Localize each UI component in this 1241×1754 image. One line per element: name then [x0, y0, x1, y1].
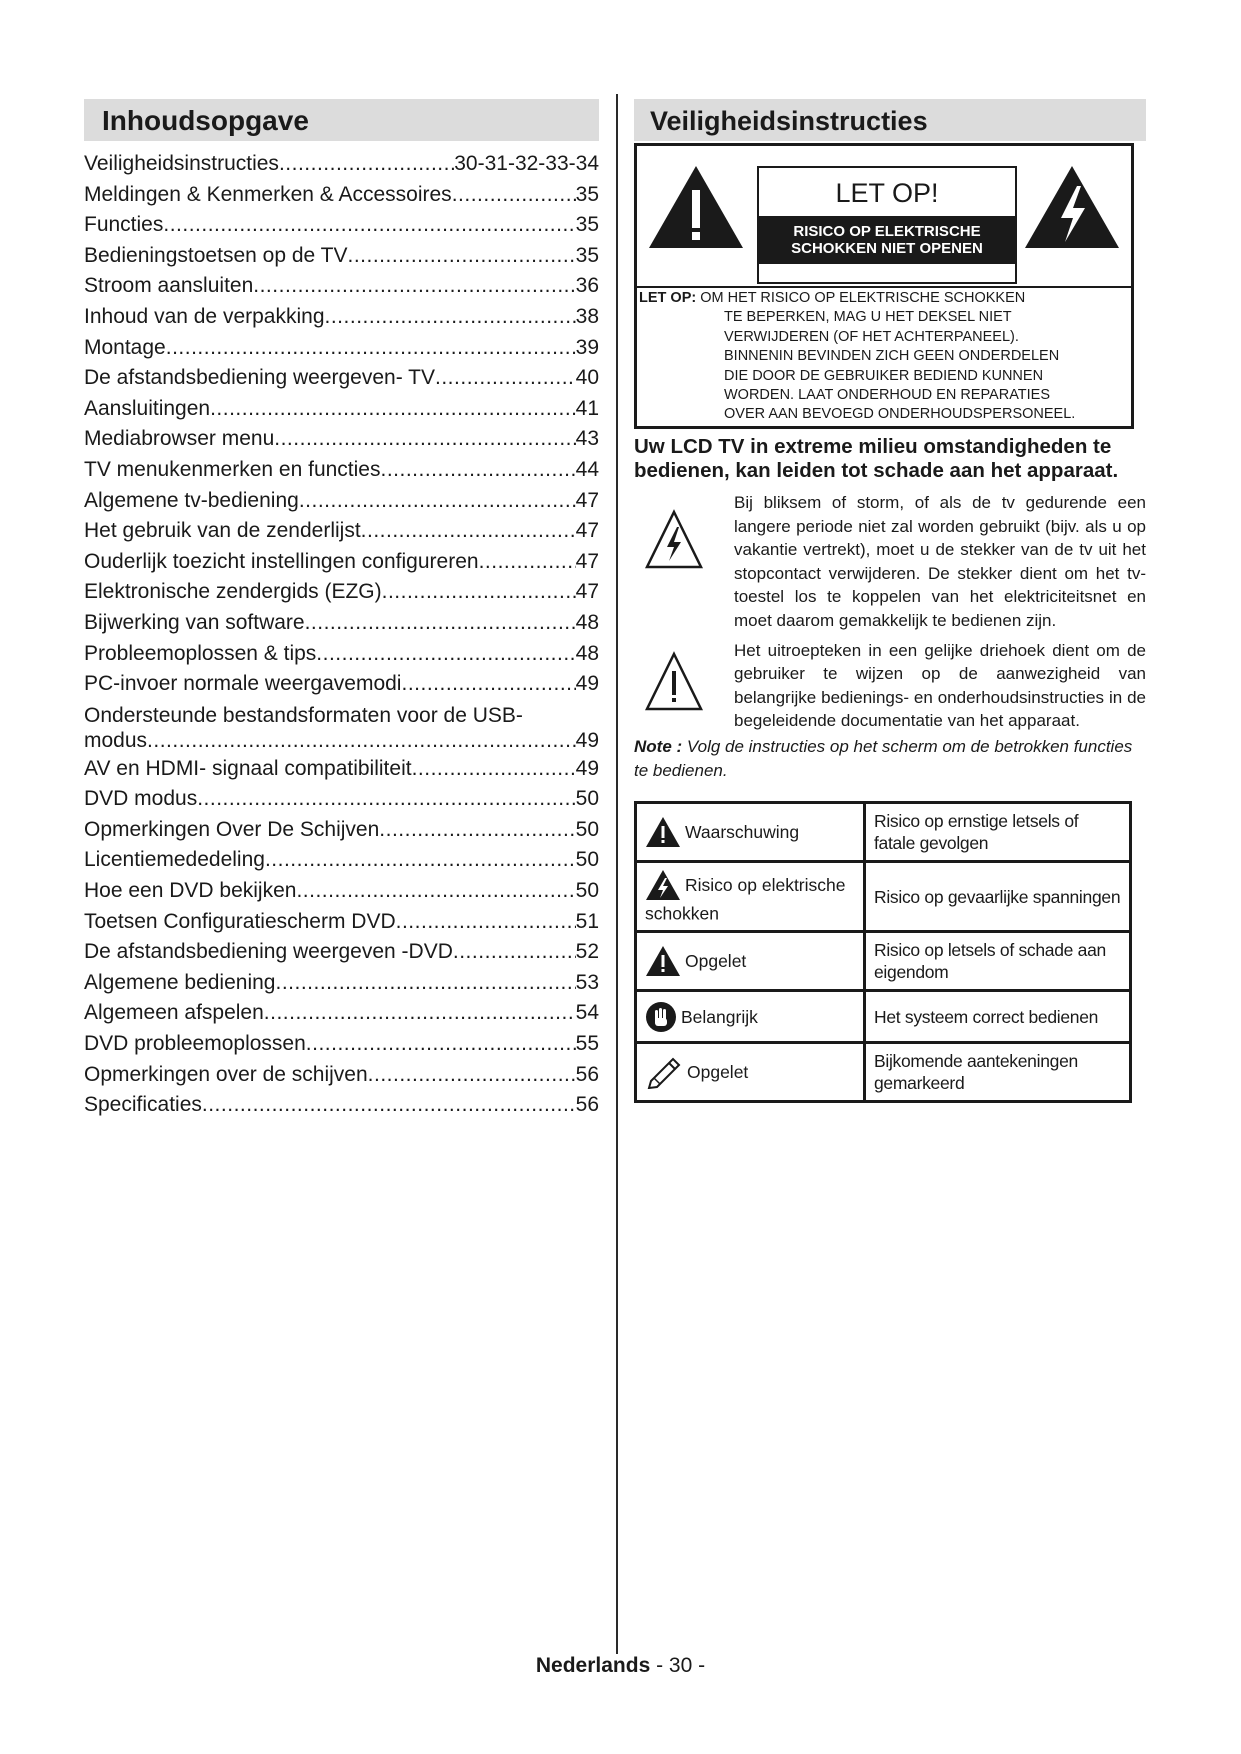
toc-entry-title: Opmerkingen Over De Schijven	[84, 817, 380, 841]
toc-entry-page: 53	[575, 970, 599, 994]
exclamation-paragraph	[634, 639, 1146, 733]
toc-entry-page: 48	[575, 610, 599, 634]
toc-entry-title: Specificaties	[84, 1093, 202, 1117]
toc-leader-dots	[210, 394, 576, 425]
legend-label: Opgelet	[685, 951, 747, 972]
toc-entry-title: Mediabrowser menu	[84, 427, 275, 451]
toc-entry	[84, 394, 599, 425]
toc-entry-title: De afstandsbediening weergeven- TV	[84, 366, 436, 390]
toc-entry-page: 52	[575, 940, 599, 964]
warning-line: TE BEPERKEN, MAG U HET DEKSEL NIET	[724, 309, 1012, 326]
toc-entry-title: Stroom aansluiten	[84, 274, 254, 298]
electric-shock-icon	[645, 869, 681, 901]
caution-band	[759, 216, 1015, 264]
toc-entry-title: Licentiemededeling	[84, 848, 265, 872]
toc-entry	[84, 907, 599, 938]
toc-title: Inhoudsopgave	[84, 99, 599, 141]
toc-entry-title: Aansluitingen	[84, 396, 211, 420]
toc-entry	[84, 1090, 599, 1121]
caution-label	[757, 166, 1017, 284]
toc-leader-dots	[166, 333, 576, 364]
exclamation-text: Het uitroepteken in een gelijke driehoek dient om de gebruiker te wijzen op de aanwezigheid van belangrijke bedienings- en onderhoudsinstructies in de begeleidende documentatie van het apparaat.	[734, 640, 1146, 731]
toc-leader-dots	[368, 1060, 576, 1091]
toc-leader-dots	[380, 455, 575, 486]
warning-line: VERWIJDEREN (OF HET ACHTERPANEEL).	[724, 328, 1019, 345]
toc-list	[84, 149, 599, 1121]
caution-label-top	[637, 146, 1131, 288]
toc-entry-page: 35	[575, 243, 599, 267]
lightning-paragraph	[634, 491, 1146, 633]
toc-entry	[84, 363, 599, 394]
toc-entry-page: 50	[575, 848, 599, 872]
toc-entry-page: 51	[575, 909, 599, 933]
toc-leader-dots	[306, 1029, 576, 1060]
lightning-text: Bij bliksem of storm, of als de tv gedurende een langere periode niet zal worden gebruikt (bijv. als u op vakantie vertrekt), moet u de stekker van de tv uit het stopcontact verwijderen. De stekker dient om het tv-toestel los te koppelen van het elektriciteitsnet en moet daarom gemakkelijk te bedienen zijn.	[734, 493, 1146, 630]
toc-entry-page: 43	[575, 427, 599, 451]
legend-label: Waarschuwing	[685, 821, 800, 842]
legend-meaning: Risico op gevaarlijke spanningen	[865, 861, 1131, 931]
toc-entry-page: 47	[575, 580, 599, 604]
warning-line: BINNENIN BEVINDEN ZICH GEEN ONDERDELEN	[724, 348, 1060, 365]
toc-leader-dots	[279, 149, 454, 180]
toc-entry-title: Algemene bediening	[84, 970, 276, 994]
toc-entry	[84, 455, 599, 486]
toc-leader-dots	[452, 180, 576, 211]
safety-title: Veiligheidsinstructies	[634, 99, 1146, 141]
toc-entry-title: Toetsen Configuratiescherm DVD	[84, 909, 396, 933]
caution-triangle-icon	[645, 945, 681, 977]
legend-meaning: Het systeem correct bedienen	[865, 991, 1131, 1043]
toc-entry-title: Algemeen afspelen	[84, 1001, 264, 1025]
note	[634, 735, 1146, 783]
toc-entry-title: DVD probleemoplossen	[84, 1032, 306, 1056]
toc-leader-dots	[296, 876, 575, 907]
toc-entry	[84, 241, 599, 272]
toc-entry-page: 50	[575, 879, 599, 903]
toc-leader-dots	[253, 271, 575, 302]
safety-section	[634, 99, 1146, 1103]
toc-entry-title: Ouderlijk toezicht instellingen configureren	[84, 549, 479, 573]
symbol-legend-table	[634, 801, 1132, 1103]
legend-row	[636, 861, 1131, 931]
toc-entry-title: DVD modus	[84, 787, 198, 811]
toc-leader-dots	[265, 845, 576, 876]
warning-line: OVER AAN BEVOEGD ONDERHOUDSPERSONEEL.	[724, 406, 1076, 423]
toc-leader-dots	[396, 907, 576, 938]
toc-entry	[84, 180, 599, 211]
toc-leader-dots	[147, 728, 576, 754]
toc-entry	[84, 754, 599, 785]
toc-entry-page: 55	[575, 1032, 599, 1056]
legend-meaning: Bijkomende aantekeningen gemarkeerd	[865, 1043, 1131, 1102]
caution-warning-text	[639, 289, 1129, 425]
legend-row	[636, 1043, 1131, 1102]
toc-entry-page: 35	[575, 213, 599, 237]
toc-leader-dots	[163, 210, 575, 241]
toc-leader-dots	[401, 669, 575, 700]
toc-entry	[84, 271, 599, 302]
toc-entry-page: 40	[575, 366, 599, 390]
legend-label: Risico op elektrische schokken	[645, 874, 846, 924]
warning-line: DIE DOOR DE GEBRUIKER BEDIEND KUNNEN	[724, 367, 1044, 384]
toc-leader-dots	[382, 577, 576, 608]
toc-entry-title: PC-invoer normale weergavemodi	[84, 672, 402, 696]
caution-band-line: SCHOKKEN NIET OPENEN	[791, 240, 983, 257]
toc-entry-page: 44	[575, 457, 599, 481]
legend-row	[636, 802, 1131, 861]
toc-entry	[84, 815, 599, 846]
toc-entry-title: Ondersteunde bestandsformaten voor de USB-	[84, 703, 523, 727]
toc-entry-title: modus	[84, 728, 148, 752]
toc-entry-page: 49	[575, 756, 599, 780]
footer-language: Nederlands	[535, 1654, 651, 1677]
page-footer	[0, 1654, 1241, 1678]
toc-entry	[84, 210, 599, 241]
toc-entry-page: 49	[575, 728, 599, 752]
legend-label: Belangrijk	[681, 1006, 758, 1027]
toc-entry	[84, 149, 599, 180]
toc-entry-title: Bedieningstoetsen op de TV	[84, 243, 348, 267]
toc-leader-dots	[197, 784, 575, 815]
toc-entry	[84, 784, 599, 815]
toc-entry-title: Bijwerking van software	[84, 610, 305, 634]
pencil-note-icon	[645, 1055, 683, 1089]
toc-entry-title: Veiligheidsinstructies	[84, 152, 279, 175]
legend-label: Opgelet	[687, 1062, 749, 1083]
toc-entry	[84, 968, 599, 999]
warning-line: OM HET RISICO OP ELEKTRISCHE SCHOKKEN	[700, 290, 1026, 306]
toc-entry-title: Montage	[84, 335, 166, 359]
toc-entry	[84, 876, 599, 907]
exclamation-triangle-icon	[647, 164, 745, 250]
toc-leader-dots	[347, 241, 575, 272]
toc-entry	[84, 1060, 599, 1091]
warning-lead: LET OP:	[639, 290, 697, 306]
toc-leader-dots	[299, 486, 576, 517]
toc-entry	[84, 845, 599, 876]
toc-entry-title: De afstandsbediening weergeven -DVD	[84, 940, 453, 964]
toc-leader-dots	[305, 608, 576, 639]
toc-entry-title: AV en HDMI- signaal compatibiliteit	[84, 756, 412, 780]
toc-leader-dots	[379, 815, 575, 846]
toc-entry-page: 56	[575, 1093, 599, 1117]
lightning-outline-icon	[644, 509, 704, 571]
legend-row	[636, 991, 1131, 1043]
toc-entry-page: 41	[575, 396, 599, 420]
legend-meaning: Risico op ernstige letsels of fatale gevolgen	[865, 802, 1131, 861]
table-of-contents	[84, 99, 599, 1121]
toc-entry-page: 48	[575, 641, 599, 665]
toc-entry	[84, 1029, 599, 1060]
toc-entry-page: 30-31-32-33-34	[454, 152, 599, 175]
toc-entry-page: 35	[575, 182, 599, 206]
toc-entry-title: Functies	[84, 213, 164, 237]
footer-page-number: - 30 -	[656, 1654, 706, 1677]
toc-entry-page: 50	[575, 787, 599, 811]
toc-entry-title: Hoe een DVD bekijken	[84, 879, 297, 903]
toc-entry-title: TV menukenmerken en functies	[84, 457, 381, 481]
lightning-triangle-icon	[1023, 164, 1121, 250]
toc-entry-title: Probleemoplossen & tips	[84, 641, 317, 665]
toc-entry-page: 56	[575, 1062, 599, 1086]
caution-band-line: RISICO OP ELEKTRISCHE	[793, 223, 981, 240]
legend-row	[636, 932, 1131, 991]
toc-leader-dots	[316, 639, 575, 670]
column-divider	[616, 94, 618, 1654]
warning-line: WORDEN. LAAT ONDERHOUD EN REPARATIES	[724, 387, 1051, 404]
toc-entry	[84, 424, 599, 455]
toc-entry	[84, 998, 599, 1029]
toc-entry-title: Elektronische zendergids (EZG)	[84, 580, 382, 604]
toc-leader-dots	[435, 363, 576, 394]
note-label: Note :	[634, 736, 683, 756]
toc-leader-dots	[275, 968, 575, 999]
caution-label-box	[634, 143, 1134, 429]
toc-entry-title: Inhoud van de verpakking	[84, 304, 325, 328]
exclamation-outline-icon	[644, 651, 704, 713]
toc-leader-dots	[202, 1090, 576, 1121]
toc-leader-dots	[325, 302, 576, 333]
toc-entry-page: 47	[575, 549, 599, 573]
toc-leader-dots	[361, 516, 576, 547]
toc-leader-dots	[453, 937, 576, 968]
note-text: Volg de instructies op het scherm om de betrokken functies te bedienen.	[634, 736, 1133, 780]
toc-entry-page: 47	[575, 488, 599, 512]
toc-entry-page: 54	[575, 1001, 599, 1025]
toc-entry-title: Het gebruik van de zenderlijst	[84, 519, 361, 543]
toc-entry-title: Algemene tv-bediening	[84, 488, 299, 512]
toc-entry-page: 50	[575, 817, 599, 841]
toc-entry-title: Opmerkingen over de schijven	[84, 1062, 368, 1086]
toc-entry	[84, 486, 599, 517]
warning-triangle-icon	[645, 816, 681, 848]
toc-leader-dots	[274, 424, 575, 455]
toc-entry	[84, 333, 599, 364]
toc-leader-dots	[479, 547, 576, 578]
toc-entry	[84, 728, 599, 754]
toc-entry	[84, 547, 599, 578]
toc-entry	[84, 516, 599, 547]
toc-entry-page: 49	[575, 672, 599, 696]
toc-entry-page: 38	[575, 304, 599, 328]
toc-leader-dots	[264, 998, 576, 1029]
toc-entry-page: 47	[575, 519, 599, 543]
toc-entry-title: Meldingen & Kenmerken & Accessoires	[84, 182, 452, 206]
toc-entry	[84, 639, 599, 670]
toc-entry	[84, 608, 599, 639]
toc-entry	[84, 669, 599, 700]
caution-title: LET OP!	[835, 178, 939, 208]
toc-leader-dots	[412, 754, 576, 785]
extreme-conditions-warning: Uw LCD TV in extreme milieu omstandigheden te bedienen, kan leiden tot schade aan het apparaat.	[634, 435, 1119, 482]
toc-entry-page: 36	[575, 274, 599, 298]
toc-entry	[84, 302, 599, 333]
toc-entry-page: 39	[575, 335, 599, 359]
stop-hand-icon	[645, 1001, 677, 1033]
legend-meaning: Risico op letsels of schade aan eigendom	[865, 932, 1131, 991]
toc-entry	[84, 577, 599, 608]
toc-entry	[84, 937, 599, 968]
